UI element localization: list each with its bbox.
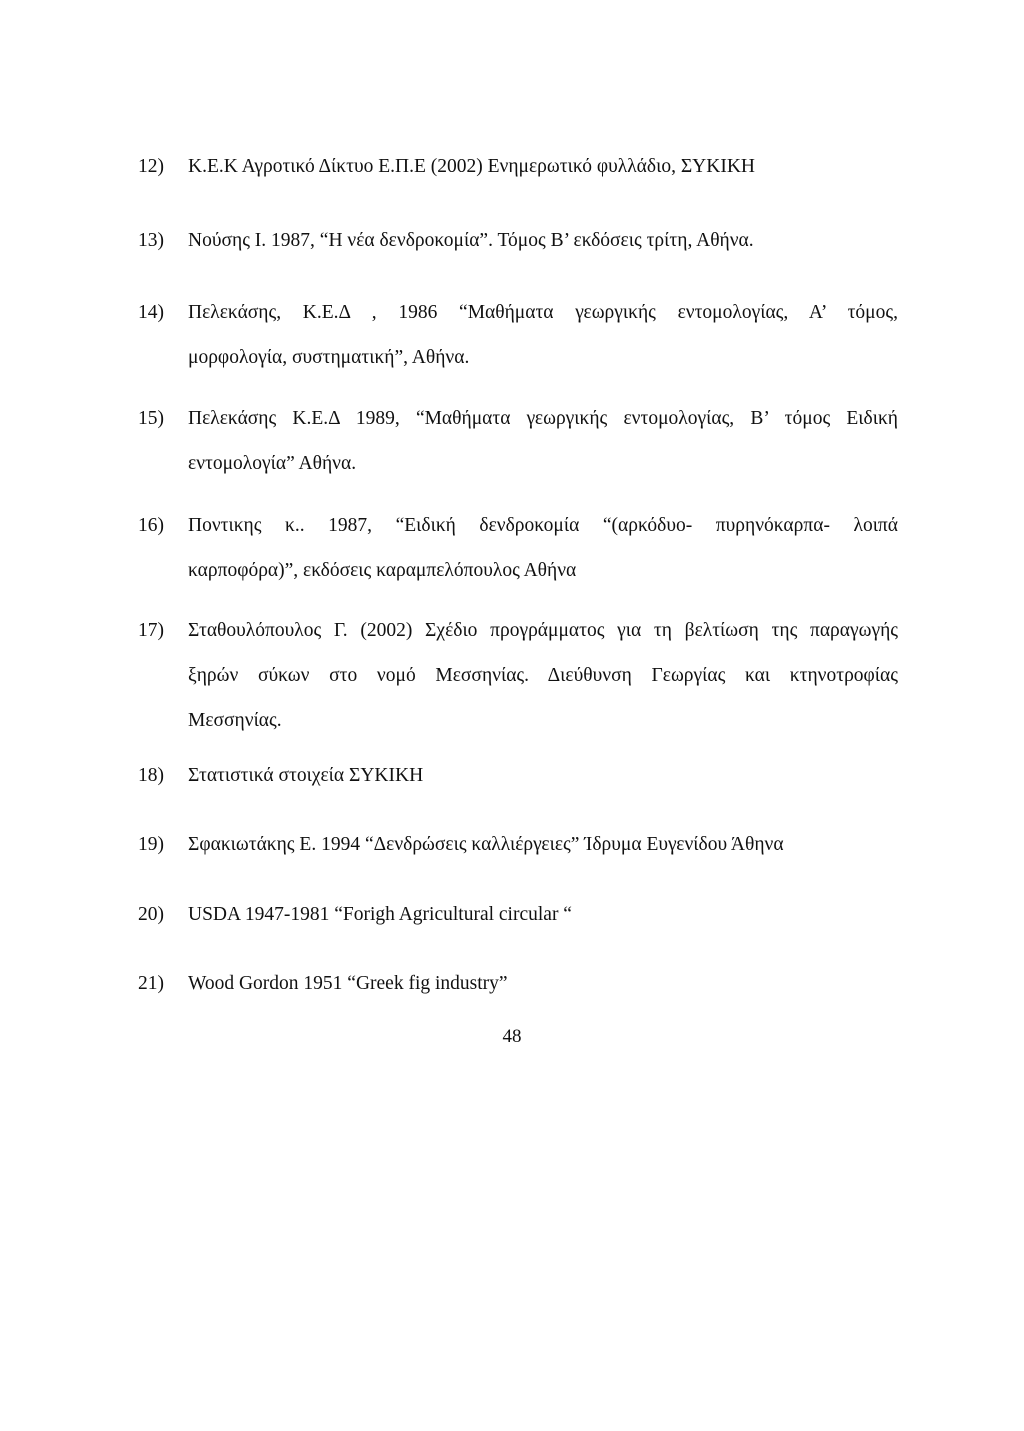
reference-16 <box>138 503 898 593</box>
reference-text <box>188 290 898 380</box>
reference-line: μορφολογία, συστηματική”, Αθήνα. <box>188 347 470 368</box>
reference-line: Σταθουλόπουλος Γ. (2002) Σχέδιο προγράμματος για τη βελτίωση της παραγωγής <box>188 620 898 641</box>
reference-number: 19) <box>138 834 164 855</box>
reference-text <box>188 753 898 798</box>
reference-number: 14) <box>138 302 164 323</box>
reference-number: 15) <box>138 408 164 429</box>
reference-text <box>188 608 898 743</box>
reference-line: Ποντικης κ.. 1987, “Ειδική δενδροκομία “(αρκόδυο- πυρηνόκαρπα- λοιπά <box>188 515 898 536</box>
reference-text <box>188 822 898 867</box>
reference-13 <box>138 218 898 263</box>
reference-line: Σφακιωτάκης Ε. 1994 “Δενδρώσεις καλλιέργειες” Ίδρυμα Ευγενίδου Άθηνα <box>188 834 784 855</box>
reference-text <box>188 503 898 593</box>
reference-text <box>188 892 898 937</box>
reference-number: 21) <box>138 973 164 994</box>
reference-line: USDA 1947-1981 “Forigh Agricultural circular “ <box>188 904 572 925</box>
reference-number: 18) <box>138 765 164 786</box>
reference-number: 20) <box>138 904 164 925</box>
reference-number: 17) <box>138 620 164 641</box>
reference-14 <box>138 290 898 380</box>
reference-line: ξηρών σύκων στο νομό Μεσσηνίας. Διεύθυνση Γεωργίας και κτηνοτροφίας <box>188 665 898 686</box>
reference-17 <box>138 608 898 743</box>
reference-line: Πελεκάσης Κ.Ε.Δ 1989, “Μαθήματα γεωργικής εντομολογίας, Β’ τόμος Ειδική <box>188 408 898 429</box>
reference-line: Πελεκάσης, Κ.Ε.Δ , 1986 “Μαθήματα γεωργικής εντομολογίας, Α’ τόμος, <box>188 302 898 323</box>
page-number: 48 <box>502 1026 522 1047</box>
reference-18 <box>138 753 898 798</box>
reference-line: Wood Gordon 1951 “Greek fig industry” <box>188 973 508 994</box>
reference-text <box>188 396 898 486</box>
reference-19 <box>138 822 898 867</box>
reference-line: Κ.Ε.Κ Αγροτικό Δίκτυο Ε.Π.Ε (2002) Ενημερωτικό φυλλάδιο, ΣΥΚΙΚΗ <box>188 156 755 177</box>
reference-20 <box>138 892 898 937</box>
reference-text <box>188 144 898 189</box>
reference-15 <box>138 396 898 486</box>
reference-number: 13) <box>138 230 164 251</box>
reference-text <box>188 218 898 263</box>
reference-line: εντομολογία” Αθήνα. <box>188 453 357 474</box>
reference-number: 16) <box>138 515 164 536</box>
reference-line: Μεσσηνίας. <box>188 710 282 731</box>
reference-line: Νούσης Ι. 1987, “Η νέα δενδροκομία”. Τόμος Β’ εκδόσεις τρίτη, Αθήνα. <box>188 230 754 251</box>
reference-line: καρποφόρα)”, εκδόσεις καραμπελόπουλος Αθήνα <box>188 560 577 581</box>
reference-12 <box>138 144 898 189</box>
reference-number: 12) <box>138 156 164 177</box>
reference-21 <box>138 961 898 1006</box>
reference-text <box>188 961 898 1006</box>
reference-line: Στατιστικά στοιχεία ΣΥΚΙΚΗ <box>188 765 424 786</box>
